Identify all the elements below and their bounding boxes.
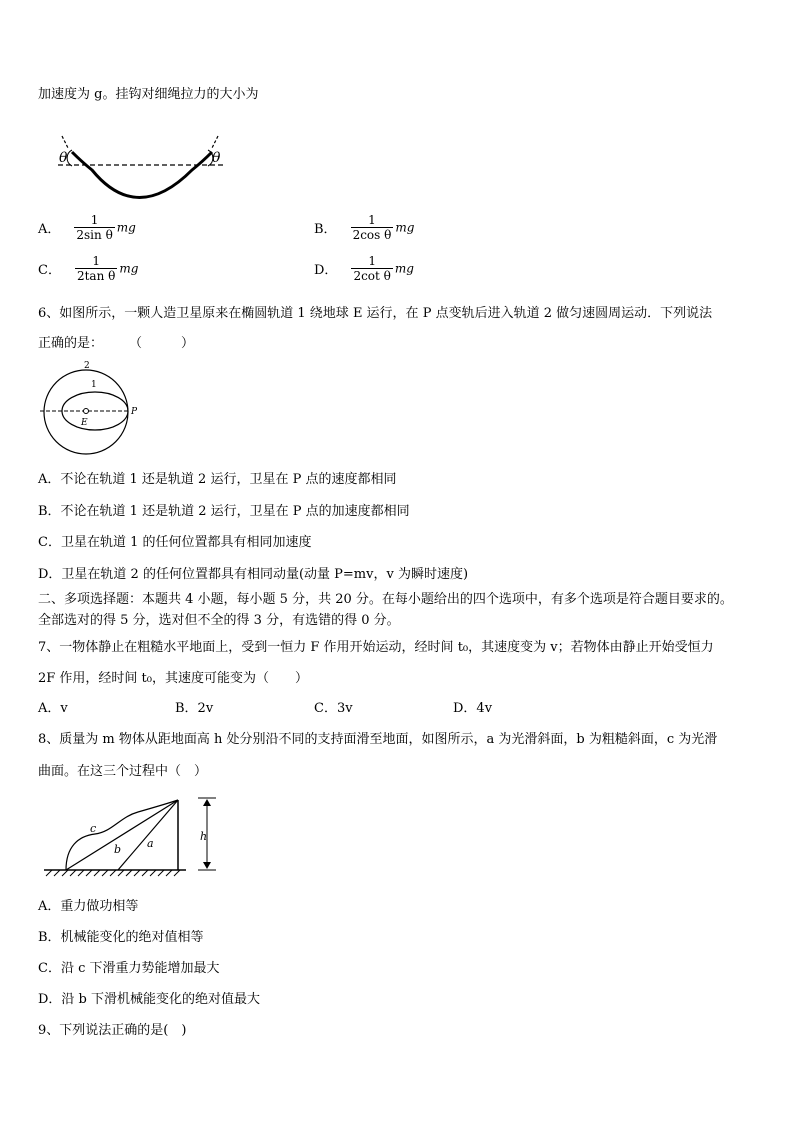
q7-text-line1: 7、一物体静止在粗糙水平地面上，受到一恒力 F 作用开始运动，经时间 t₀，其速度变为 v；若物体由静止开始受恒力 [38, 640, 714, 655]
q8-slope-a-label: a [147, 837, 154, 850]
q7-option-d[interactable]: D．4v [453, 701, 493, 716]
q6-text-line1: 6、如图所示，一颗人造卫星原来在椭圆轨道 1 绕地球 E 运行，在 P 点变轨后进入轨道 2 做匀速圆周运动．下列说法 [38, 306, 713, 321]
q5-option-a[interactable]: A． $\frac{1}{\text{2sin θ}}$ mg [38, 213, 136, 242]
q6-option-c[interactable]: C．卫星在轨道 1 的任何位置都具有相同加速度 [38, 535, 312, 550]
q7-text-line2: 2F 作用，经时间 t₀，其速度可能变为（ ） [38, 671, 308, 686]
q8-option-a[interactable]: A．重力做功相等 [38, 899, 139, 914]
q8-text-line2: 曲面。在这三个过程中（ ） [38, 764, 208, 779]
q5-option-c[interactable]: C． $\frac{1}{\text{2tan θ}}$ mg [38, 254, 139, 283]
q5-theta-left: θ [59, 150, 68, 166]
q6-orbit-2-label: 2 [84, 361, 90, 371]
q6-point-p-label: P [131, 407, 138, 417]
q8-height-h-label: h [200, 830, 208, 843]
q8-option-b[interactable]: B．机械能变化的绝对值相等 [38, 930, 204, 945]
q6-option-b[interactable]: B．不论在轨道 1 还是轨道 2 运行，卫星在 P 点的加速度都相同 [38, 504, 410, 519]
q6-option-a[interactable]: A．不论在轨道 1 还是轨道 2 运行，卫星在 P 点的速度都相同 [38, 472, 397, 487]
q5-text: 加速度为 g。挂钩对细绳拉力的大小为 [38, 87, 259, 102]
section2-text-line1: 二、多项选择题：本题共 4 小题，每小题 5 分，共 20 分。在每小题给出的四个选项中，有多个选项是符合题目要求的。 [38, 592, 733, 607]
q6-earth-label: E [81, 418, 88, 428]
q5-theta-right: θ [212, 150, 221, 166]
q6-option-d[interactable]: D．卫星在轨道 2 的任何位置都具有相同动量(动量 P=mv，v 为瞬时速度) [38, 567, 469, 582]
q8-slope-figure [40, 792, 230, 884]
section2-text-line2: 全部选对的得 5 分，选对但不全的得 3 分，有选错的得 0 分。 [38, 613, 400, 628]
q9-text: 9、下列说法正确的是( ) [38, 1023, 187, 1038]
q6-text-line2: 正确的是： （ ） [38, 336, 195, 351]
q8-slope-b-label: b [114, 843, 122, 856]
q7-option-b[interactable]: B．2v [175, 701, 214, 716]
q5-option-d[interactable]: D． $\frac{1}{\text{2cot θ}}$ mg [314, 254, 414, 283]
q8-text-line1: 8、质量为 m 物体从距地面高 h 处分别沿不同的支持面滑至地面，如图所示，a 为光滑斜面，b 为粗糙斜面，c 为光滑 [38, 732, 718, 747]
q8-option-c[interactable]: C．沿 c 下滑重力势能增加最大 [38, 961, 220, 976]
q8-curve-c-label: c [90, 822, 97, 835]
q5-rope-figure [52, 130, 232, 205]
q5-option-b[interactable]: B． $\frac{1}{\text{2cos θ}}$ mg [314, 213, 415, 242]
q7-option-c[interactable]: C．3v [314, 701, 353, 716]
q7-option-a[interactable]: A．v [38, 701, 68, 716]
q8-option-d[interactable]: D．沿 b 下滑机械能变化的绝对值最大 [38, 992, 261, 1007]
q6-orbit-figure [36, 356, 166, 456]
q6-orbit-1-label: 1 [91, 380, 97, 390]
